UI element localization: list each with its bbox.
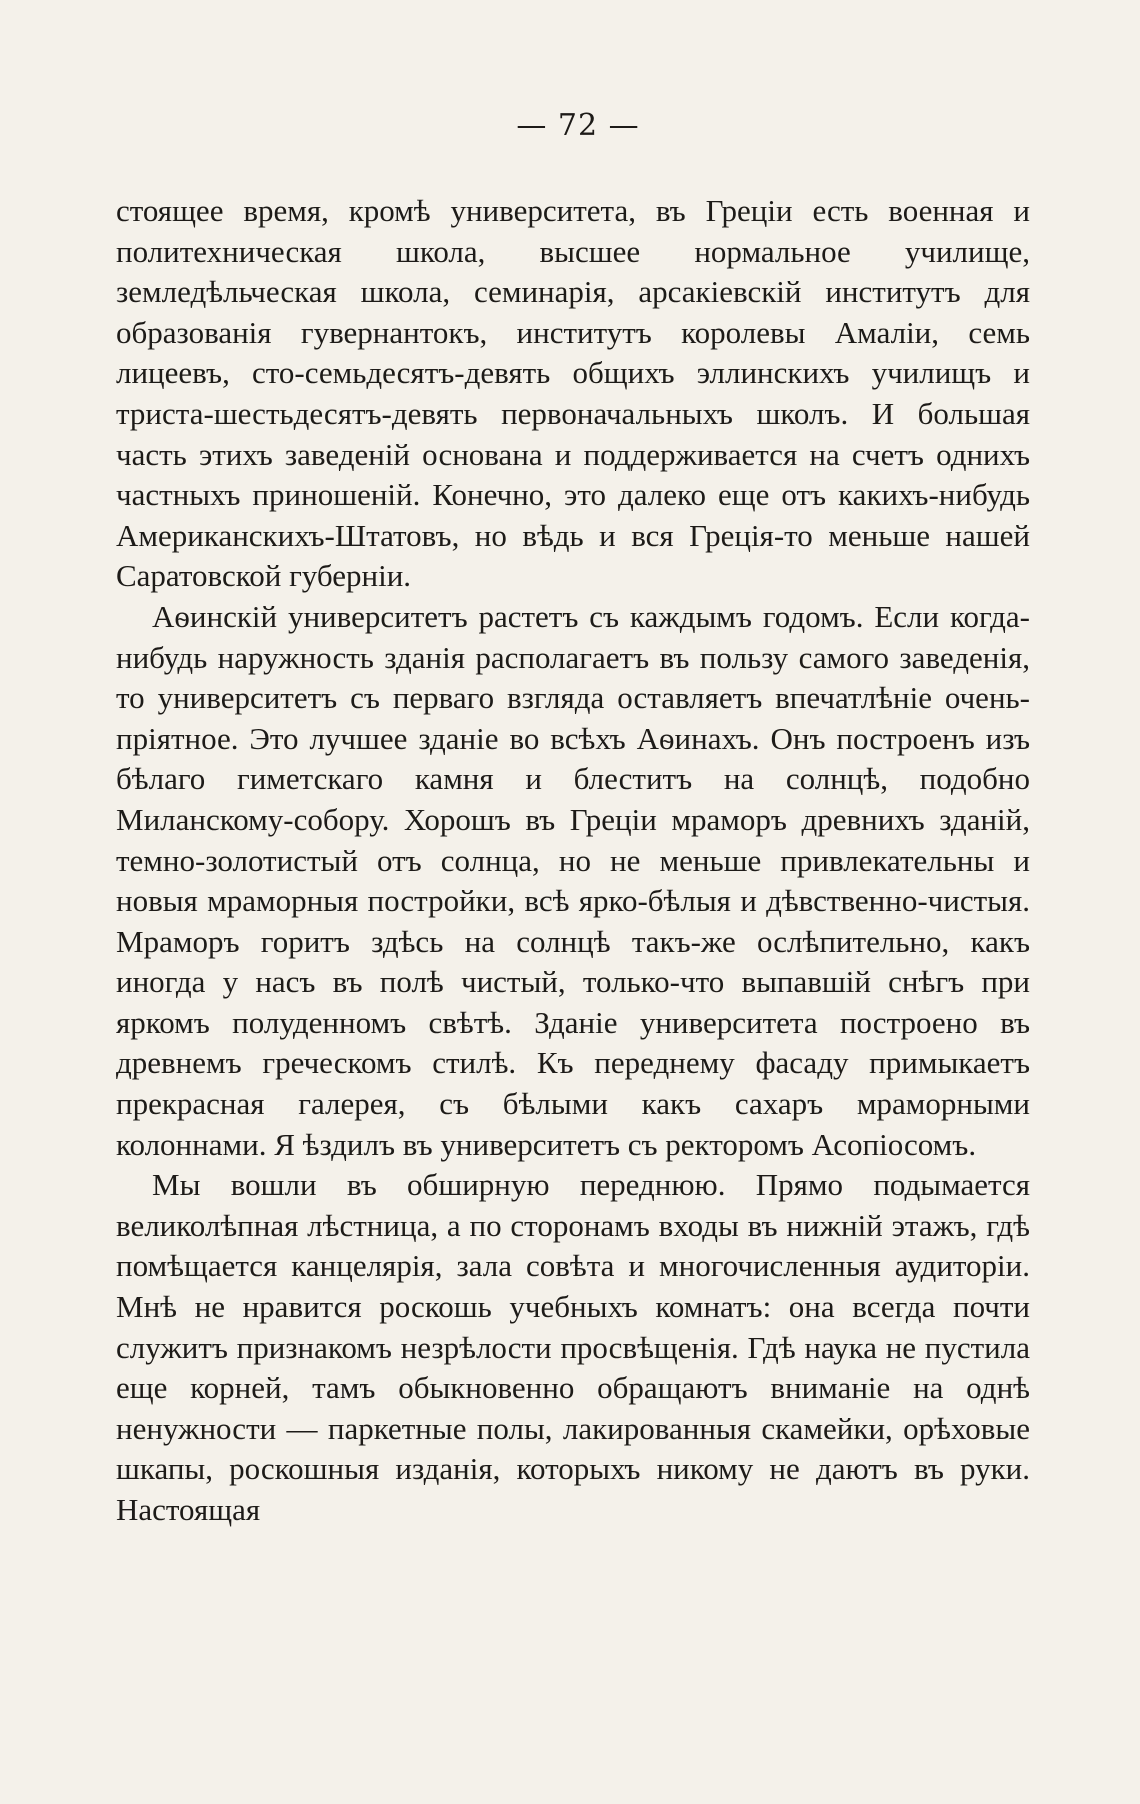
paragraph-university: Аѳинскій университетъ растетъ съ каждымъ годомъ. Если когда-нибудь наружность зданія располагаетъ въ пользу самого заведенія, то университетъ съ перваго взгляда оставляетъ впечатлѣніе очень-пріятное. Это лучшее зданіе во всѣхъ Аѳинахъ. Онъ построенъ изъ бѣлаго гиметскаго камня и блеститъ на солнцѣ, подобно Миланскому-собору. Хорошъ въ Греціи мраморъ древнихъ зданій, темно-золотистый отъ солнца, но не меньше привлекательны и новыя мраморныя постройки, всѣ ярко-бѣлыя и дѣвственно-чистыя. Мраморъ горитъ здѣсь на солнцѣ такъ-же ослѣпительно, какъ иногда у насъ въ полѣ чистый, только-что выпавшій снѣгъ при яркомъ полуденномъ свѣтѣ. Зданіе университета построено въ древнемъ греческомъ стилѣ. Къ переднему фасаду примыкаетъ прекрасная галерея, съ бѣлыми какъ сахаръ мраморными колоннами. Я ѣздилъ въ университетъ съ ректоромъ Асопіосомъ. <box>116 598 1030 1162</box>
paragraph-entrance: Мы вошли въ обширную переднюю. Прямо подымается великолѣпная лѣстница, а по сторонамъ входы въ нижній этажъ, гдѣ помѣщается канцелярія, зала совѣта и многочисленныя аудиторіи. Мнѣ не нравится роскошь учебныхъ комнатъ: она всегда почти служитъ признакомъ незрѣлости просвѣщенія. Гдѣ наука не пустила еще корней, тамъ обыкновенно обращаютъ вниманіе на однѣ ненужности — паркетные полы, лакированныя скамейки, орѣховые шкапы, роскошныя изданія, которыхъ никому не даютъ въ руки. Настоящая <box>116 1167 1030 1527</box>
paragraph-continuation: стоящее время, кромѣ университета, въ Греціи есть военная и политехническая школа, высшее нормальное училище, земледѣльческая школа, семинарія, арсакіевскій институтъ для образованія гувернантокъ, институтъ королевы Амаліи, семь лицеевъ, сто-семьдесятъ-девять общихъ эллинскихъ училищъ и триста-шестьдесятъ-девять первоначальныхъ школъ. И большая часть этихъ заведеній основана и поддерживается на счетъ однихъ частныхъ приношеній. Конечно, это далеко еще отъ какихъ-нибудь Американскихъ-Штатовъ, но вѣдь и вся Греція-то меньше нашей Саратовской губерніи. <box>116 193 1030 594</box>
page-body <box>116 191 1030 1531</box>
page-number: — 72 — <box>516 108 640 143</box>
